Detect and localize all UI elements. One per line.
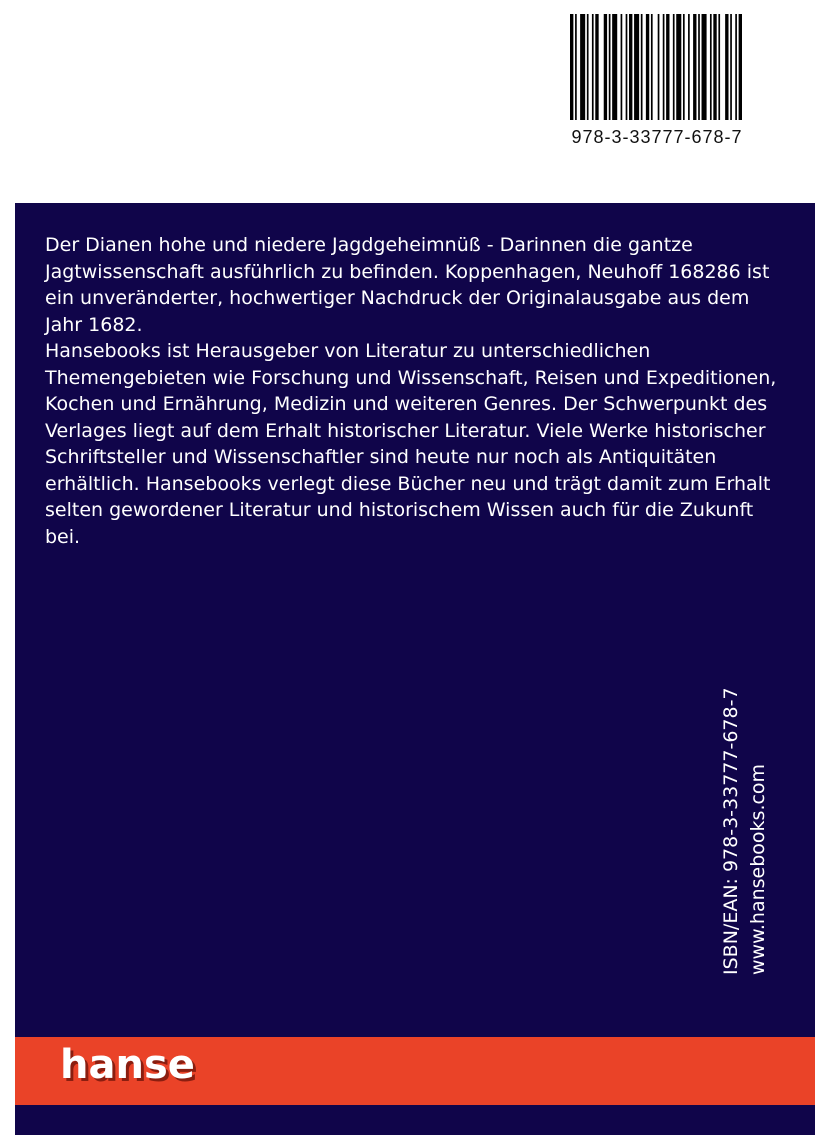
barcode-number: 978-3-33777-678-7 — [571, 127, 743, 147]
website-label: www.hansebooks.com — [747, 763, 769, 975]
barcode-bar — [718, 14, 720, 120]
barcode-bar — [663, 14, 665, 120]
barcode-bar — [575, 14, 577, 120]
barcode-bar — [580, 14, 585, 120]
barcode-bar — [609, 14, 611, 120]
barcode-bar — [651, 14, 653, 120]
barcode-bar — [641, 14, 643, 120]
barcode-bar — [710, 14, 712, 120]
barcode-bar — [587, 14, 589, 120]
barcode-bar — [592, 14, 594, 120]
barcode-bar — [626, 14, 628, 120]
barcode-bar — [693, 14, 696, 120]
barcode-bar — [739, 14, 742, 120]
barcode-bar — [676, 14, 681, 120]
barcode-bar — [666, 14, 669, 120]
book-description — [45, 232, 785, 550]
barcode-bar — [683, 14, 685, 120]
barcode-bar — [688, 14, 690, 120]
barcode-bars — [570, 14, 742, 120]
barcode-bar — [604, 14, 607, 120]
vertical-info — [718, 687, 772, 975]
barcode-bar — [570, 14, 573, 120]
barcode-bar — [673, 14, 675, 120]
description-paragraph-2: Hansebooks ist Herausgeber von Literatur zu unterschiedlichen Themengebieten wie Forschung und Wissenschaft, Reisen und Expeditionen, Kochen und Ernährung, Medizin und weiteren Genres. Der Schwerpunkt des Verlages liegt auf dem Erhalt historischer Literatur. Viele Werke historischer Schriftsteller und Wissenschaftler sind heute nur noch als Antiquitäten erhältlich. Hansebooks verlegt diese Bücher neu und trägt damit zum Erhalt selten gewordener Literatur und historischem Wissen auch für die Zukunft bei. — [45, 340, 777, 548]
barcode-bar — [646, 14, 649, 120]
barcode-bar — [698, 14, 700, 120]
barcode-bar — [702, 14, 707, 120]
barcode — [566, 14, 748, 154]
barcode-bar — [621, 14, 623, 120]
description-paragraph-1: Der Dianen hohe und niedere Jagdgeheimnüß - Darinnen die gantze Jagtwissenschaft ausführlich zu befinden. Koppenhagen, Neuhoff 168286 ist ein unveränderter, hochwertiger Nachdruck der Originalausgabe aus dem Jahr 1682. — [45, 234, 770, 336]
hanse-logo: hanse — [60, 1042, 195, 1088]
barcode-bar — [713, 14, 716, 120]
barcode-bar — [735, 14, 737, 120]
barcode-bar — [629, 14, 632, 120]
barcode-bar — [730, 14, 732, 120]
barcode-bar — [595, 14, 598, 120]
barcode-bar — [634, 14, 639, 120]
barcode-bar — [612, 14, 617, 120]
barcode-bar — [658, 14, 660, 120]
barcode-bar — [725, 14, 728, 120]
isbn-label: ISBN/EAN: 978-3-33777-678-7 — [720, 687, 742, 975]
